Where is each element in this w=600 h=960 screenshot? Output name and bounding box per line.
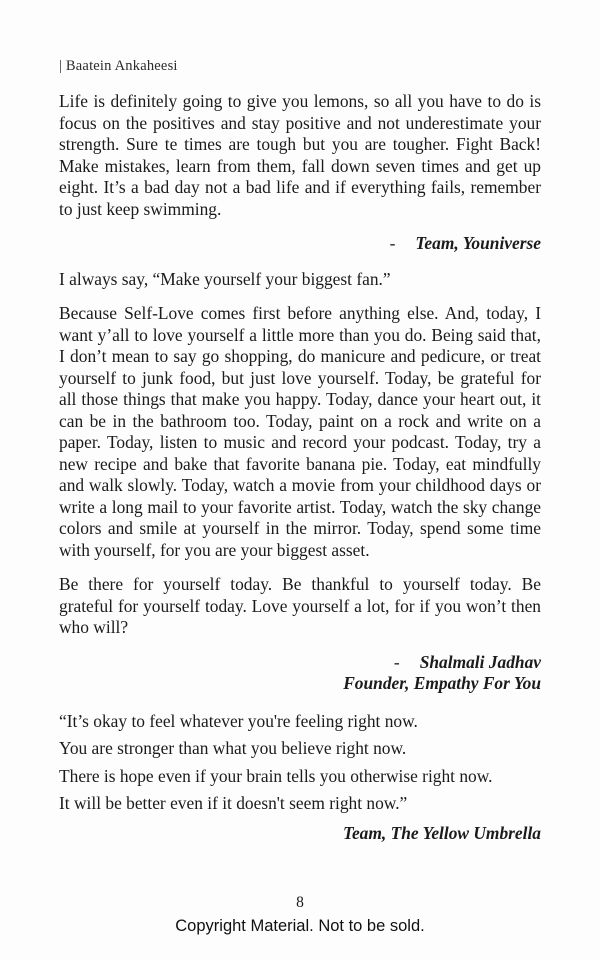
attribution-team-youniverse xyxy=(59,233,541,255)
attribution-dash: - xyxy=(389,233,396,253)
paragraph-biggest-fan: I always say, “Make yourself your biggest fan.” xyxy=(59,268,391,289)
quote-line: You are stronger than what you believe right now. xyxy=(59,738,407,758)
attribution-shalmali-jadhav xyxy=(59,652,541,695)
page-footer xyxy=(0,894,600,936)
paragraph-be-there: Be there for yourself today. Be thankful to yourself today. Be grateful for yourself today. Love yourself a lot, for if you won’t then who will? xyxy=(59,574,541,637)
attribution-name: Team, Youniverse xyxy=(415,233,541,253)
attribution-role: Founder, Empathy For You xyxy=(343,673,541,693)
quote-line: It will be better even if it doesn't seem right now.” xyxy=(59,793,408,813)
attribution-yellow-umbrella xyxy=(59,823,541,845)
quote-block xyxy=(59,711,541,815)
attribution-dash: - xyxy=(393,651,400,672)
copyright-notice: Copyright Material. Not to be sold. xyxy=(175,917,425,935)
running-header: | Baatein Ankaheesi xyxy=(59,58,178,74)
paragraph-lemons: Life is definitely going to give you lemons, so all you have to do is focus on the positives and stay positive and not underestimate your strength. Sure te times are tough but you are tougher. Fight Back! Make mistakes, learn from them, fall down seven times and get up eight. It’s a bad day not a bad life and if everything fails, remember to just keep swimming. xyxy=(59,91,541,219)
quote-line: “It’s okay to feel whatever you're feeling right now. xyxy=(59,710,418,731)
attribution-name: Team, The Yellow Umbrella xyxy=(342,822,541,843)
paragraph-self-love: Because Self-Love comes first before anything else. And, today, I want y’all to love yourself a little more than you do. Being said that, I don’t mean to say go shopping, do manicure and pedicure, or treat yourself to junk food, but just love yourself. Today, be grateful for all those things that make you happy. Today, dance your heart out, it can be in the bathroom too. Today, paint on a rock and write on a paper. Today, listen to music and record your podcast. Today, try a new recipe and bake that favorite banana pie. Today, eat mindfully and walk slowly. Today, watch a movie from your childhood days or write a long mail to your favorite artist. Today, watch the sky change colors and smile at yourself in the mirror. Today, spend some time with yourself, for you are your biggest asset. xyxy=(59,303,541,560)
quote-line: There is hope even if your brain tells you otherwise right now. xyxy=(59,765,493,786)
attribution-name: Shalmali Jadhav xyxy=(419,651,541,672)
page-number: 8 xyxy=(296,894,304,911)
